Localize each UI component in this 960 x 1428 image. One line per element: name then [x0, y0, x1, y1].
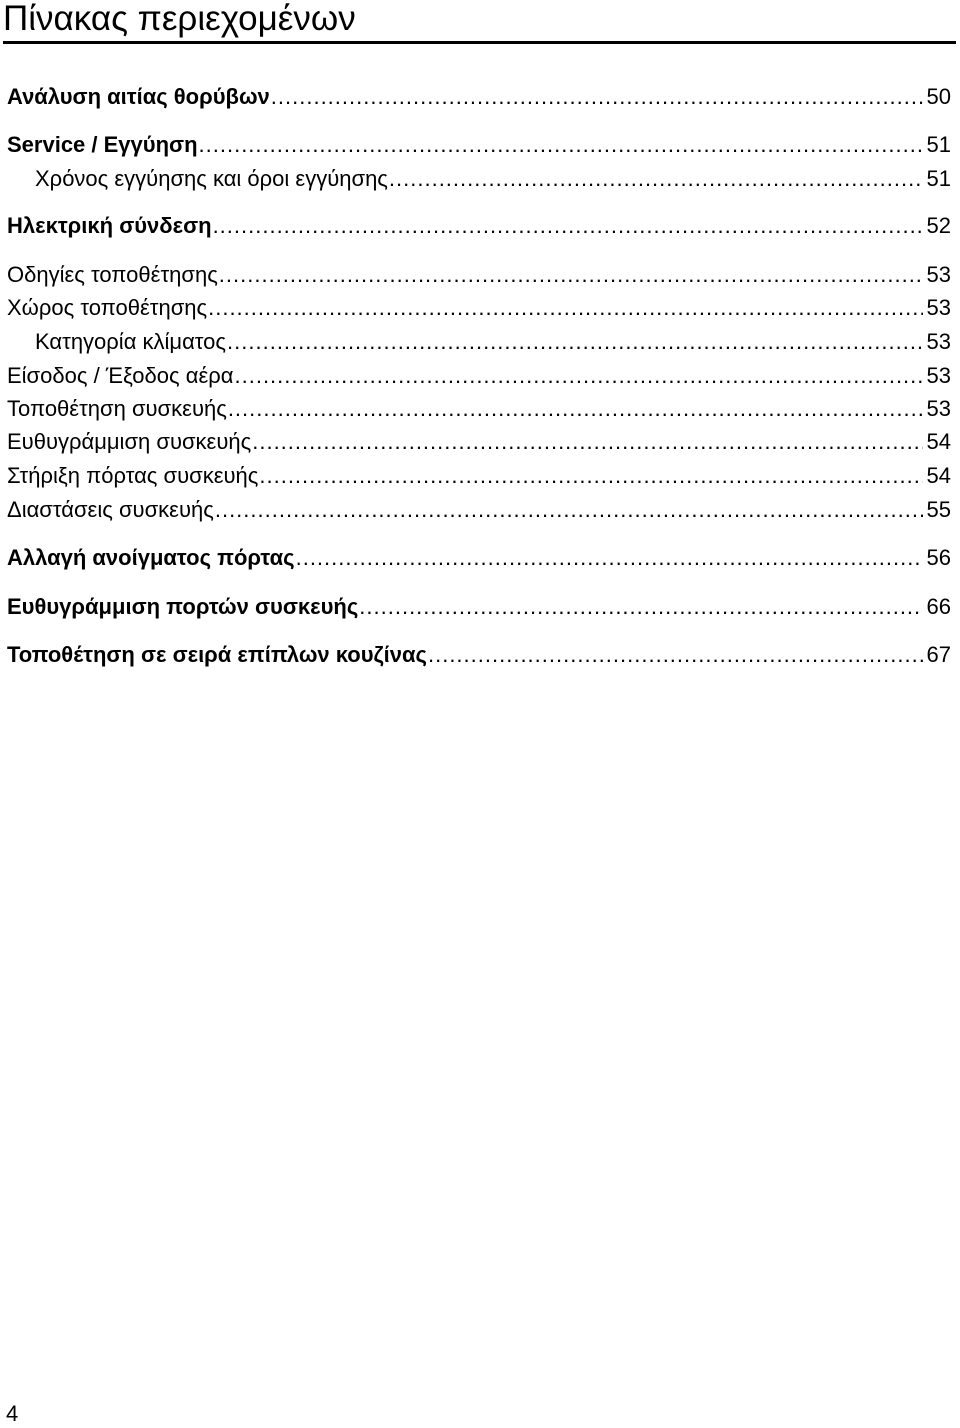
toc-entry-page: 53 [926, 295, 951, 320]
toc-entry-appliance-placement[interactable] [7, 395, 951, 423]
toc-entry-page: 54 [926, 463, 951, 488]
dot-leader [359, 593, 922, 621]
toc-entry-label: Κατηγορία κλίματος [35, 329, 227, 354]
dot-leader [235, 362, 923, 390]
toc-entry-kitchen-row-installation[interactable] [7, 641, 951, 669]
page-title: Πίνακας περιεχομένων [3, 0, 356, 38]
toc-entry-air-inlet-outlet[interactable] [7, 362, 951, 390]
toc-entry-page: 53 [926, 329, 951, 354]
toc-entry-label: Διαστάσεις συσκευής [7, 497, 214, 522]
toc-entry-door-reversal[interactable] [7, 544, 951, 572]
dot-leader [389, 165, 923, 193]
title-divider [3, 41, 956, 44]
toc-entry-page: 54 [926, 429, 951, 454]
toc-entry-electrical-connection[interactable] [7, 212, 951, 240]
toc-entry-page: 53 [926, 262, 951, 287]
toc-entry-appliance-dimensions[interactable] [7, 496, 951, 524]
dot-leader [227, 328, 922, 356]
toc-entry-installation-instructions[interactable] [7, 261, 951, 289]
toc-entry-label: Service / Εγγύηση [7, 132, 198, 157]
toc-entry-page: 67 [926, 642, 951, 667]
toc-entry-page: 55 [926, 497, 951, 522]
toc-entry-label: Είσοδος / Έξοδος αέρα [7, 363, 234, 388]
toc-entry-door-support[interactable] [7, 462, 951, 490]
toc-entry-label: Ευθυγράμμιση συσκευής [7, 429, 252, 454]
dot-leader [228, 395, 923, 423]
toc-entry-page: 52 [926, 213, 951, 238]
toc-entry-installation-location[interactable] [7, 294, 951, 322]
toc-entry-label: Αλλαγή ανοίγματος πόρτας [7, 545, 295, 570]
page-number: 4 [6, 1401, 19, 1426]
toc-entry-warranty-terms[interactable] [35, 165, 951, 193]
toc-entry-door-alignment[interactable] [7, 593, 951, 621]
dot-leader [199, 131, 923, 159]
toc-entry-label: Ανάλυση αιτίας θορύβων [7, 84, 270, 109]
dot-leader [215, 496, 923, 524]
dot-leader [208, 294, 922, 322]
toc-entry-page: 51 [926, 166, 951, 191]
toc-entry-service-warranty[interactable] [7, 131, 951, 159]
toc-entry-page: 53 [926, 363, 951, 388]
toc-entry-noise-analysis[interactable] [7, 83, 951, 111]
toc-entry-page: 66 [926, 594, 951, 619]
dot-leader [252, 428, 922, 456]
toc-entry-page: 53 [926, 396, 951, 421]
toc-entry-label: Στήριξη πόρτας συσκευής [7, 463, 259, 488]
toc-entry-climate-class[interactable] [35, 328, 951, 356]
toc-entry-page: 51 [926, 132, 951, 157]
dot-leader [213, 212, 923, 240]
toc-entry-appliance-alignment[interactable] [7, 428, 951, 456]
dot-leader [428, 641, 923, 669]
toc-entry-label: Χρόνος εγγύησης και όροι εγγύησης [35, 166, 388, 191]
toc-entry-label: Ευθυγράμμιση πορτών συσκευής [7, 594, 359, 619]
toc-entry-page: 50 [926, 84, 951, 109]
dot-leader [259, 462, 922, 490]
toc-entry-label: Τοποθέτηση σε σειρά επίπλων κουζίνας [7, 642, 427, 667]
toc-entry-label: Ηλεκτρική σύνδεση [7, 213, 212, 238]
dot-leader [271, 83, 923, 111]
toc-entry-label: Τοποθέτηση συσκευής [7, 396, 227, 421]
toc-entry-label: Χώρος τοποθέτησης [7, 295, 208, 320]
toc-entry-page: 56 [926, 545, 951, 570]
toc-entry-label: Οδηγίες τοποθέτησης [7, 262, 218, 287]
dot-leader [219, 261, 923, 289]
dot-leader [296, 544, 923, 572]
